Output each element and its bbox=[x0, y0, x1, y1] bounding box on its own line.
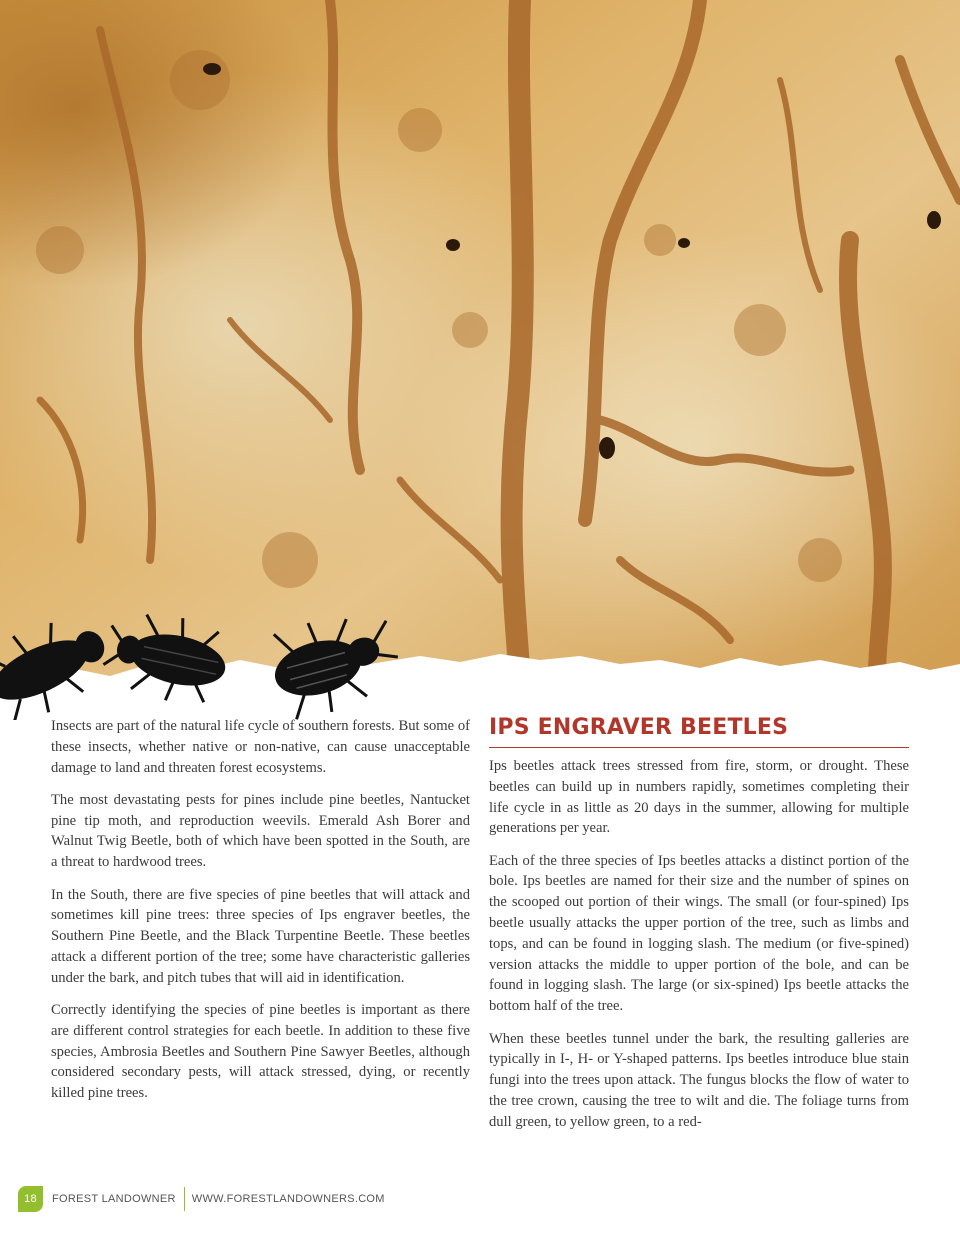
intro-paragraph: Insects are part of the natural life cycle of southern forests. But some of these insects, whether native or non-native, can cause unacceptable damage to land and threaten forest ecosystems. bbox=[51, 718, 470, 776]
footer-divider bbox=[184, 1187, 185, 1211]
identification-paragraph: Correctly identifying the species of pine beetles is important as there are different control strategies for each beetle. In addition to these five species, Ambrosia Beetles and Southern Pine Sawyer Beetles, although considered secondary pests, will attack stressed, dying, or recently killed pine trees. bbox=[51, 1002, 470, 1102]
page-footer bbox=[18, 1185, 385, 1213]
website-link[interactable]: WWW.FORESTLANDOWNERS.COM bbox=[191, 1193, 385, 1205]
left-column bbox=[51, 716, 470, 1116]
ips-galleries-paragraph: When these beetles tunnel under the bark, the resulting galleries are typically in I-, H- or Y-shaped patterns. Ips beetles introduce blue stain fungi into the trees upon attack. The fungus blocks the flow of water to the tree crown, causing the tree to wilt and die. The foliage turns from dull green, to yellow green, to a red- bbox=[489, 1030, 909, 1130]
pests-paragraph: The most devastating pests for pines include pine beetles, Nantucket pine tip moth, and reproduction weevils. Emerald Ash Borer and Walnut Twig Beetle, both of which have been spotted in the South, are a threat to hardwood trees. bbox=[51, 791, 470, 871]
page-number: 18 bbox=[18, 1186, 43, 1212]
species-paragraph: In the South, there are five species of pine beetles that will attack and sometimes kill pine trees: three species of Ips engraver beetles, the Southern Pine Beetle, and the Black Turpentine Beetle. These beetles attack a different portion of the tree; some have characteristic galleries under the bark, and pitch tubes that will aid in identification. bbox=[51, 886, 470, 986]
ips-species-paragraph: Each of the three species of Ips beetles attacks a distinct portion of the bole. Ips beetles are named for their size and the number of spines on the scooped out portion of their wings. The small (or four-spined) Ips beetle usually attacks the upper portion of the tree, such as limbs and tops, and can be found in logging slash. The medium (or five-spined) version attacks the middle to upper portion of the bole, and can be found in logging slash. The large (or six-spined) Ips beetle attacks the bottom half of the tree. bbox=[489, 852, 909, 1015]
right-column bbox=[489, 712, 909, 1144]
publication-name: FOREST LANDOWNER bbox=[52, 1193, 176, 1205]
ips-attack-paragraph: Ips beetles attack trees stressed from fire, storm, or drought. These beetles can build up in numbers rapidly, sometimes completing their life cycle in as little as 20 days in the summer, allowing for multiple generations per year. bbox=[489, 758, 909, 837]
section-heading: IPS ENGRAVER BEETLES bbox=[489, 712, 909, 748]
